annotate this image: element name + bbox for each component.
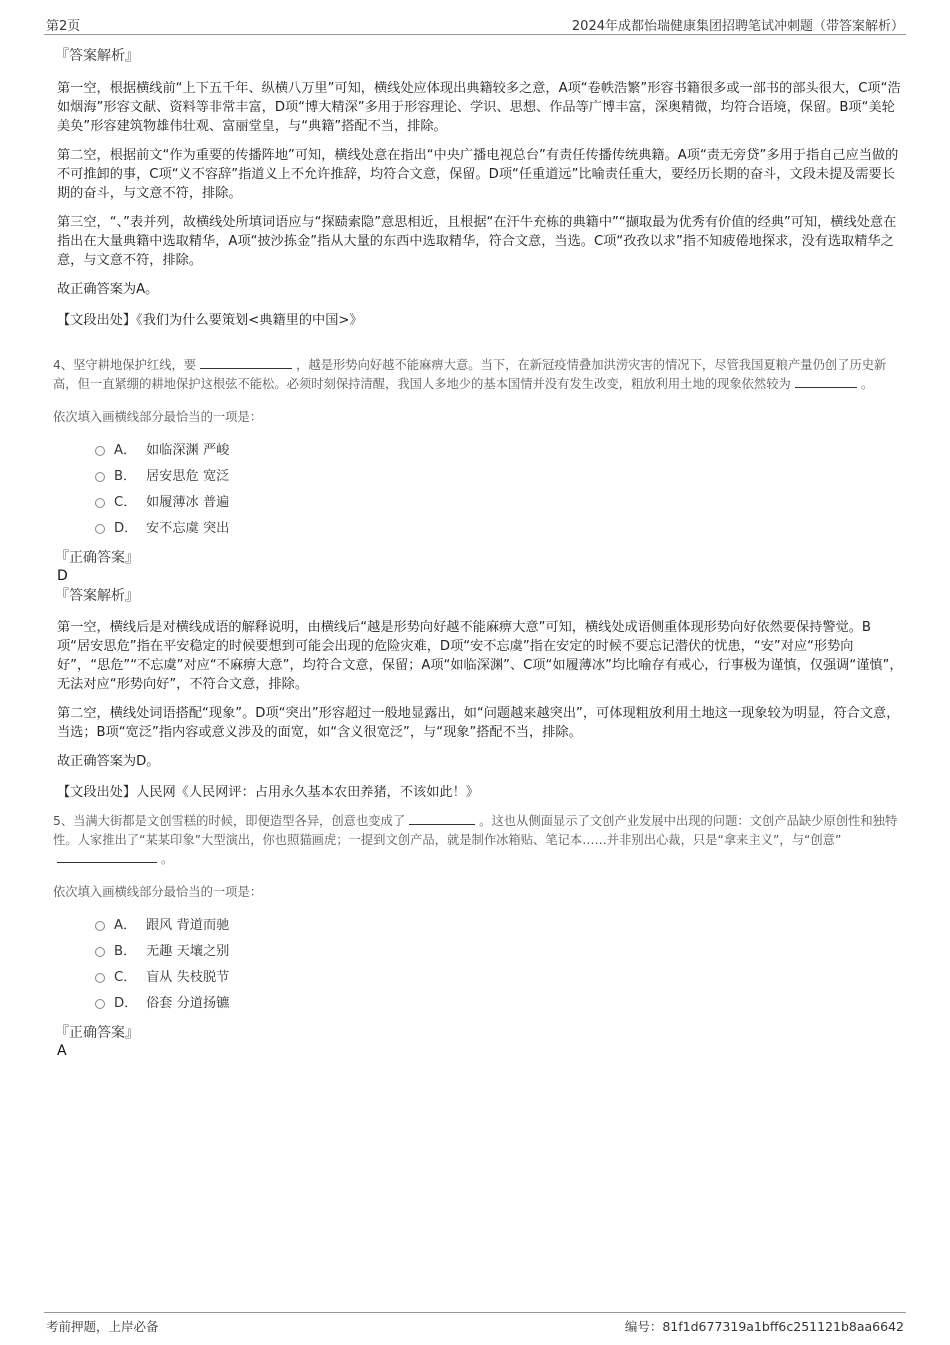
q5-options [95, 913, 904, 1017]
radio-icon[interactable] [95, 446, 105, 456]
q3-analysis-para1: 第一空，根据横线前“上下五千年、纵横八万里”可知，横线处应体现出典籍较多之意，A项“卷帙浩繁”形容书籍很多或一部书的部头很大，C项“浩如烟海”形容文献、资料等非常丰富，D项“博大精深”多用于形容理论、学识、思想、作品等广博丰富，深奥精微，均符合语境，保留。B项“美轮美奂”形容建筑物雄伟壮观、富丽堂皇，与“典籍”搭配不当，排除。 [57, 81, 901, 134]
radio-icon[interactable] [95, 498, 105, 508]
option-text: 如临深渊 严峻 [146, 443, 230, 458]
footer-slogan: 考前押题，上岸必备 [46, 1319, 159, 1334]
q5-option-a[interactable] [95, 913, 904, 939]
option-letter: A． [114, 918, 137, 933]
radio-icon[interactable] [95, 999, 105, 1009]
option-letter: D． [114, 521, 138, 536]
q4-analysis-para2: 第二空，横线处词语搭配“现象”。D项“突出”形容超过一般地显露出，如“问题越来越突出”，可体现粗放利用土地这一现象较为明显，符合文意，当选；B项“宽泛”指内容或意义涉及的面宽，如“含义很宽泛”，与“现象”搭配不当，排除。 [57, 706, 900, 740]
radio-icon[interactable] [95, 947, 105, 957]
option-letter: B． [114, 469, 137, 484]
q5-stem-part3: 。 [161, 852, 174, 866]
q5-blank-1 [409, 812, 475, 825]
document-title: 2024年成都怡瑞健康集团招聘笔试冲刺题（带答案解析） [571, 19, 904, 34]
q4-instruction: 依次填入画横线部分最恰当的一项是： [53, 410, 263, 424]
q3-analysis-label: 『答案解析』 [55, 48, 139, 64]
q3-conclusion: 故正确答案为A。 [57, 282, 159, 297]
radio-icon[interactable] [95, 973, 105, 983]
q4-conclusion: 故正确答案为D。 [57, 754, 160, 769]
q3-analysis-para2: 第二空，根据前文“作为重要的传播阵地”可知，横线处意在指出“中央广播电视总台”有责任传播传统典籍。A项“责无旁贷”多用于指自己应当做的不可推卸的事，C项“义不容辞”指道义上不允许推辞，均符合文意，保留。D项“任重道远”比喻责任重大，要经历长期的奋斗，文段未提及需要长期的奋斗，与文意不符，排除。 [57, 148, 899, 201]
radio-icon[interactable] [95, 524, 105, 534]
radio-icon[interactable] [95, 921, 105, 931]
q3-analysis-para3: 第三空，“、”表并列，故横线处所填词语应与“探赜索隐”意思相近，且根据“在汗牛充栋的典籍中”“撷取最为优秀有价值的经典”可知，横线处意在指出在大量典籍中选取精华，A项“披沙拣金”指从大量的东西中选取精华，符合文意，当选。C项“孜孜以求”指不知疲倦地探求，没有选取精华之意，与文意不符，排除。 [57, 215, 897, 268]
q5-stem [53, 812, 904, 869]
q4-option-c[interactable] [95, 490, 904, 516]
q5-stem-part1: 5、当满大街都是文创雪糕的时候，即便造型各异，创意也变成了 [53, 814, 406, 828]
footer-serial: 编号：81f1d677319a1bff6c251121b8aa6642 [624, 1319, 904, 1334]
q4-option-d[interactable] [95, 516, 904, 542]
q5-stem-part2: 。这也从侧面显示了文创产业发展中出现的问题：文创产品缺少原创性和独特性。人家推出了“某某印象”大型演出，你也照猫画虎；一提到文创产品，就是制作冰箱贴、笔记本……并非别出心裁，只是“拿来主义”，与“创意” [53, 814, 898, 847]
option-letter: B． [114, 944, 137, 959]
radio-icon[interactable] [95, 472, 105, 482]
q4-answer-label: 『正确答案』 [55, 550, 139, 566]
option-letter: A． [114, 443, 137, 458]
page-footer [44, 1312, 906, 1337]
q4-analysis-label: 『答案解析』 [55, 588, 139, 604]
option-text: 如履薄冰 普遍 [146, 495, 230, 510]
option-letter: C． [114, 970, 137, 985]
q4-analysis-para1: 第一空，横线后是对横线成语的解释说明，由横线后“越是形势向好越不能麻痹大意”可知，横线处成语侧重体现形势向好依然要保持警觉。B项“居安思危”指在平安稳定的时候要想到可能会出现的危险灾难，D项“安不忘虞”指在安定的时候不要忘记潜伏的忧患，“安”对应“形势向好”，“思危”“不忘虞”对应“不麻痹大意”，均符合文意，保留；A项“如临深渊”、C项“如履薄冰”均比喻存有戒心，行事极为谨慎，仅强调“谨慎”，无法对应“形势向好”，不符合文意，排除。 [57, 620, 903, 692]
q4-source: 【文段出处】人民网《人民网评：占用永久基本农田养猪，不该如此！》 [57, 785, 479, 800]
q5-blank-2 [57, 850, 157, 863]
page-header [44, 12, 906, 35]
q5-answer: A [57, 1043, 67, 1059]
option-letter: D． [114, 996, 138, 1011]
q4-stem-part3: 。 [860, 377, 874, 391]
q4-blank-1 [200, 356, 292, 369]
option-text: 盲从 失枝脱节 [146, 970, 230, 985]
q4-stem [53, 356, 904, 394]
q5-option-c[interactable] [95, 965, 904, 991]
option-text: 无趣 天壤之别 [146, 944, 230, 959]
q4-blank-2 [795, 375, 857, 388]
q5-option-b[interactable] [95, 939, 904, 965]
q4-option-a[interactable] [95, 438, 904, 464]
q5-answer-label: 『正确答案』 [55, 1025, 139, 1041]
q3-source: 【文段出处】《我们为什么要策划<典籍里的中国>》 [57, 313, 363, 328]
page-number: 第2页 [46, 19, 81, 34]
page-content [53, 46, 904, 1059]
option-text: 俗套 分道扬镳 [146, 996, 230, 1011]
option-text: 跟风 背道而驰 [146, 918, 230, 933]
q4-options [95, 438, 904, 542]
q4-option-b[interactable] [95, 464, 904, 490]
q5-option-d[interactable] [95, 991, 904, 1017]
q4-stem-part1: 4、坚守耕地保护红线，要 [53, 358, 197, 372]
q4-answer: D [57, 568, 68, 584]
option-text: 居安思危 宽泛 [146, 469, 230, 484]
option-letter: C． [114, 495, 137, 510]
q4-stem-part2: ，越是形势向好越不能麻痹大意。当下，在新冠疫情叠加洪涝灾害的情况下，尽管我国夏粮产量仍创了历史新高，但一直紧绷的耕地保护这根弦不能松。必须时刻保持清醒，我国人多地少的基本国情并没有发生改变，粗放利用土地的现象依然较为 [53, 358, 887, 391]
q5-instruction: 依次填入画横线部分最恰当的一项是： [53, 885, 263, 899]
option-text: 安不忘虞 突出 [146, 521, 230, 536]
